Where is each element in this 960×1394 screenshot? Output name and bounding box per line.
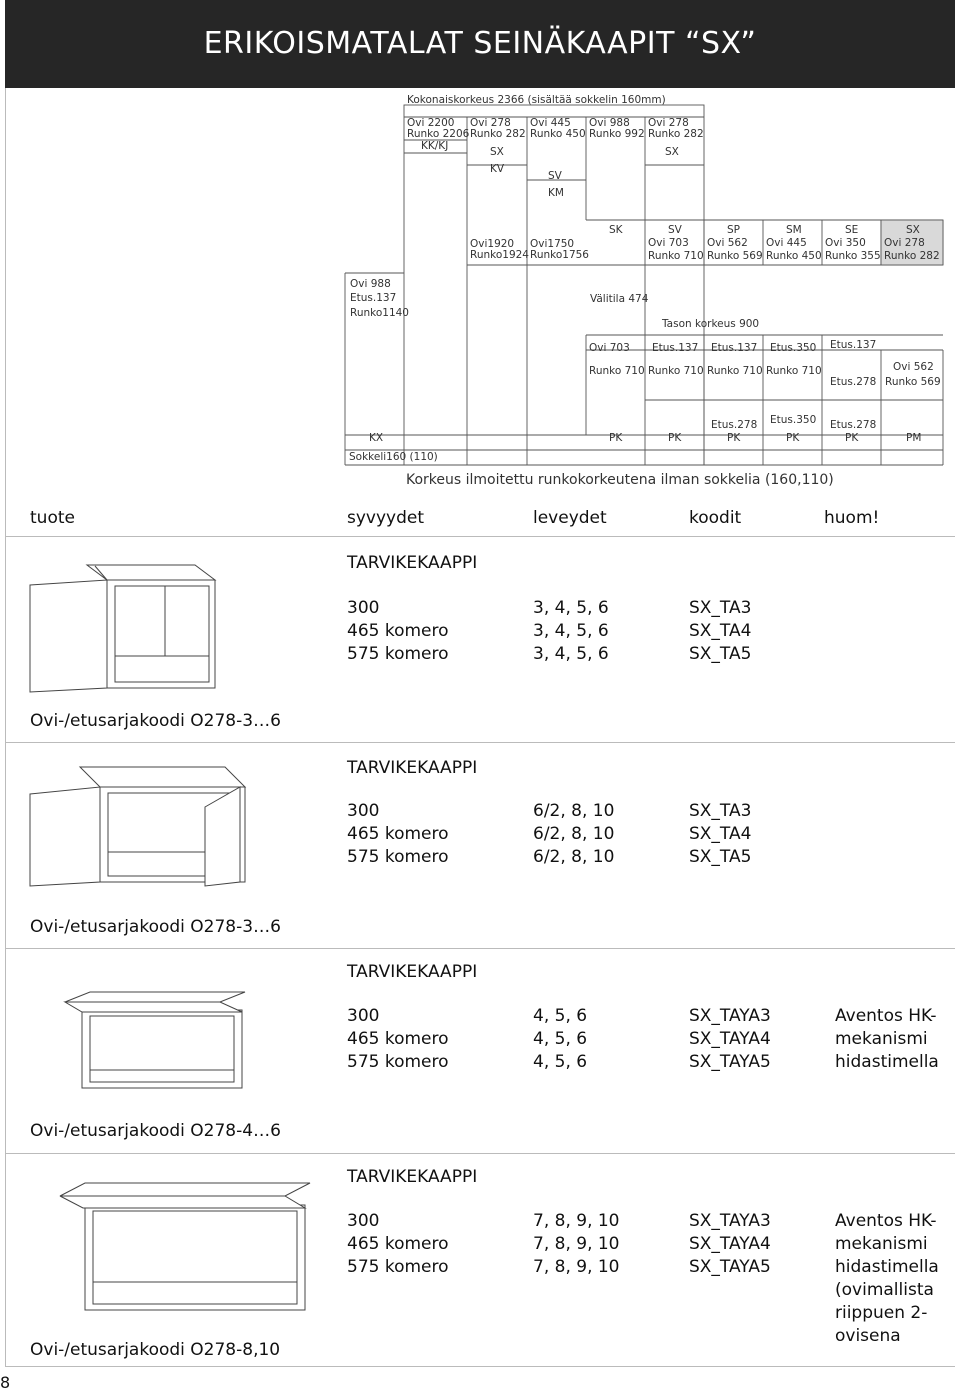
- section-3-footer: Ovi-/etusarjakoodi O278-4…6: [30, 1121, 281, 1141]
- diagram-base-r2-4: Runko 710: [766, 365, 822, 377]
- diagram-base-r1-4: Etus.350: [770, 342, 817, 354]
- diagram-bottom-code-6: PK: [845, 432, 859, 444]
- diagram-bottom-code-1: KX: [369, 432, 384, 444]
- s3-r2-koodi: SX_TAYA4: [689, 1029, 771, 1049]
- section-1-footer: Ovi-/etusarjakoodi O278-3…6: [30, 711, 281, 731]
- diagram-c1-runko: Runko 2206: [407, 128, 470, 140]
- s4-note-3: hidastimella: [835, 1257, 939, 1277]
- diagram-base-right-ovi: Ovi 562: [893, 361, 934, 373]
- section-2-footer: Ovi-/etusarjakoodi O278-3…6: [30, 917, 281, 937]
- diagram-bottom-code-3: PK: [668, 432, 682, 444]
- s4-r2-koodi: SX_TAYA4: [689, 1234, 771, 1254]
- diagram-etus-low-2: Etus.350: [770, 414, 817, 426]
- diagram-wall-runko-3: Runko 450: [766, 250, 822, 262]
- section-2-title: TARVIKEKAAPPI: [347, 758, 478, 778]
- s2-r2-syv: 465 komero: [347, 824, 449, 844]
- s1-r1-lev: 3, 4, 5, 6: [533, 598, 609, 618]
- diagram-c2-code: SX: [490, 146, 504, 158]
- s4-r1-syv: 300: [347, 1211, 380, 1231]
- col-header-leveydet: leveydet: [533, 508, 607, 528]
- diagram-small1-runko: Runko1924: [470, 249, 529, 261]
- cabinet-illustration-4: [55, 1180, 315, 1320]
- diagram-bottom-code-7: PM: [906, 432, 922, 444]
- diagram-wall-ovi-2: Ovi 562: [707, 237, 748, 249]
- diagram-c5-runko: Runko 282: [648, 128, 704, 140]
- s2-r3-syv: 575 komero: [347, 847, 449, 867]
- diagram-base-r1-5: Etus.137: [830, 339, 877, 351]
- diagram-c3-code: SV: [548, 170, 562, 182]
- diagram-etus-low-1: Etus.278: [711, 419, 758, 431]
- diagram-c5-code: SX: [665, 146, 679, 158]
- divider: [5, 536, 955, 537]
- diagram-c1-ovi: Ovi 2200: [407, 117, 455, 129]
- s3-r3-koodi: SX_TAYA5: [689, 1052, 771, 1072]
- section-4-title: TARVIKEKAAPPI: [347, 1167, 478, 1187]
- diagram-sokkeli: Sokkeli160 (110): [349, 451, 438, 463]
- diagram-wall-runko-4: Runko 355: [825, 250, 881, 262]
- diagram-c5-ovi: Ovi 278: [648, 117, 689, 129]
- s3-r1-koodi: SX_TAYA3: [689, 1006, 771, 1026]
- s4-note-1: Aventos HK-: [835, 1211, 937, 1231]
- page-number: 8: [0, 1373, 11, 1392]
- diagram-c3-code2: KM: [548, 187, 564, 199]
- diagram-base-r1-3: Etus.137: [711, 342, 758, 354]
- diagram-total-height: Kokonaiskorkeus 2366 (sisältää sokkelin 160mm): [407, 95, 666, 106]
- s3-r2-syv: 465 komero: [347, 1029, 449, 1049]
- diagram-base-r2-2: Runko 710: [648, 365, 704, 377]
- s3-r2-lev: 4, 5, 6: [533, 1029, 588, 1049]
- col-header-koodit: koodit: [689, 508, 742, 528]
- cabinet-illustration-2: [25, 762, 250, 892]
- diagram-wall-ovi-5: Ovi 278: [884, 237, 925, 249]
- section-3-title: TARVIKEKAAPPI: [347, 962, 478, 982]
- s1-r1-syv: 300: [347, 598, 380, 618]
- diagram-tason: Tason korkeus 900: [662, 318, 760, 330]
- diagram-wall-ovi-3: Ovi 445: [766, 237, 807, 249]
- diagram-base-r2-5: Etus.278: [830, 376, 877, 388]
- s4-r2-syv: 465 komero: [347, 1234, 449, 1254]
- s3-r1-syv: 300: [347, 1006, 380, 1026]
- diagram-wall-ovi-1: Ovi 703: [648, 237, 689, 249]
- diagram-wall-runko-1: Runko 710: [648, 250, 704, 262]
- diagram-wall-runko-2: Runko 569: [707, 250, 763, 262]
- left-margin-line: [5, 88, 6, 1367]
- s4-r3-syv: 575 komero: [347, 1257, 449, 1277]
- diagram-c4-runko: Runko 992: [589, 128, 645, 140]
- cabinet-illustration-1: [25, 560, 230, 700]
- s4-r3-koodi: SX_TAYA5: [689, 1257, 771, 1277]
- diagram-c4-ovi: Ovi 988: [589, 117, 630, 129]
- section-1-title: TARVIKEKAAPPI: [347, 553, 478, 573]
- s1-r3-syv: 575 komero: [347, 644, 449, 664]
- s3-r3-syv: 575 komero: [347, 1052, 449, 1072]
- col-header-tuote: tuote: [30, 508, 75, 528]
- diagram-small1-ovi: Ovi1920: [470, 238, 515, 250]
- diagram-left-ovi: Ovi 988: [350, 278, 391, 290]
- diagram-c1-code: KK/KJ: [421, 140, 449, 152]
- s4-note-2: mekanismi: [835, 1234, 928, 1254]
- diagram-small2-runko: Runko1756: [530, 249, 589, 261]
- diagram-wall-code-6: SX: [906, 224, 920, 236]
- s4-note-4: (ovimallista: [835, 1280, 934, 1300]
- s2-r2-koodi: SX_TA4: [689, 824, 752, 844]
- s1-r2-koodi: SX_TA4: [689, 621, 752, 641]
- diagram-base-r1-1: Ovi 703: [589, 342, 630, 354]
- cabinet-height-diagram: [0, 95, 960, 490]
- s3-note-1: Aventos HK-: [835, 1006, 937, 1026]
- col-header-syvyydet: syvyydet: [347, 508, 425, 528]
- s2-r3-koodi: SX_TA5: [689, 847, 752, 867]
- diagram-bottom-code-2: PK: [609, 432, 623, 444]
- diagram-etus-low-3: Etus.278: [830, 419, 877, 431]
- cabinet-illustration-3: [60, 990, 250, 1095]
- s3-note-3: hidastimella: [835, 1052, 939, 1072]
- diagram-base-r1-2: Etus.137: [652, 342, 699, 354]
- s3-r3-lev: 4, 5, 6: [533, 1052, 588, 1072]
- s2-r2-lev: 6/2, 8, 10: [533, 824, 615, 844]
- s1-r1-koodi: SX_TA3: [689, 598, 752, 618]
- s4-note-6: ovisena: [835, 1326, 901, 1346]
- diagram-bottom-code-4: PK: [727, 432, 741, 444]
- s3-r1-lev: 4, 5, 6: [533, 1006, 588, 1026]
- diagram-small2-ovi: Ovi1750: [530, 238, 575, 250]
- diagram-base-right-runko: Runko 569: [885, 376, 941, 388]
- diagram-footer: Korkeus ilmoitettu runkokorkeutena ilman sokkelia (160,110): [406, 472, 834, 488]
- divider: [5, 948, 955, 949]
- diagram-wall-runko-5: Runko 282: [884, 250, 940, 262]
- diagram-valitila: Välitila 474: [590, 293, 649, 305]
- s4-r1-koodi: SX_TAYA3: [689, 1211, 771, 1231]
- diagram-left-runko: Runko1140: [350, 307, 409, 319]
- diagram-wall-code-1: SK: [609, 224, 623, 236]
- diagram-c2-runko: Runko 282: [470, 128, 526, 140]
- diagram-c2-code2: KV: [490, 163, 505, 175]
- diagram-c3-ovi: Ovi 445: [530, 117, 571, 129]
- s2-r1-koodi: SX_TA3: [689, 801, 752, 821]
- s4-r2-lev: 7, 8, 9, 10: [533, 1234, 620, 1254]
- s4-r3-lev: 7, 8, 9, 10: [533, 1257, 620, 1277]
- s2-r1-lev: 6/2, 8, 10: [533, 801, 615, 821]
- divider: [5, 1153, 955, 1154]
- diagram-c2-ovi: Ovi 278: [470, 117, 511, 129]
- diagram-wall-code-3: SP: [727, 224, 740, 236]
- col-header-huom: huom!: [824, 508, 880, 528]
- s2-r3-lev: 6/2, 8, 10: [533, 847, 615, 867]
- s4-r1-lev: 7, 8, 9, 10: [533, 1211, 620, 1231]
- diagram-base-r2-3: Runko 710: [707, 365, 763, 377]
- s4-note-5: riippuen 2-: [835, 1303, 928, 1323]
- diagram-base-r2-1: Runko 710: [589, 365, 645, 377]
- page-header: [5, 0, 955, 88]
- s1-r3-koodi: SX_TA5: [689, 644, 752, 664]
- diagram-wall-code-4: SM: [786, 224, 802, 236]
- s1-r2-syv: 465 komero: [347, 621, 449, 641]
- diagram-wall-code-2: SV: [668, 224, 682, 236]
- diagram-c3-runko: Runko 450: [530, 128, 586, 140]
- s1-r3-lev: 3, 4, 5, 6: [533, 644, 609, 664]
- diagram-left-etus: Etus.137: [350, 292, 397, 304]
- section-4-footer: Ovi-/etusarjakoodi O278-8,10: [30, 1340, 281, 1360]
- diagram-wall-code-5: SE: [845, 224, 859, 236]
- s2-r1-syv: 300: [347, 801, 380, 821]
- divider: [5, 1366, 955, 1367]
- s1-r2-lev: 3, 4, 5, 6: [533, 621, 609, 641]
- diagram-wall-ovi-4: Ovi 350: [825, 237, 866, 249]
- diagram-bottom-code-5: PK: [786, 432, 800, 444]
- divider: [5, 742, 955, 743]
- s3-note-2: mekanismi: [835, 1029, 928, 1049]
- page-title: ERIKOISMATALAT SEINÄKAAPIT “SX”: [203, 26, 757, 61]
